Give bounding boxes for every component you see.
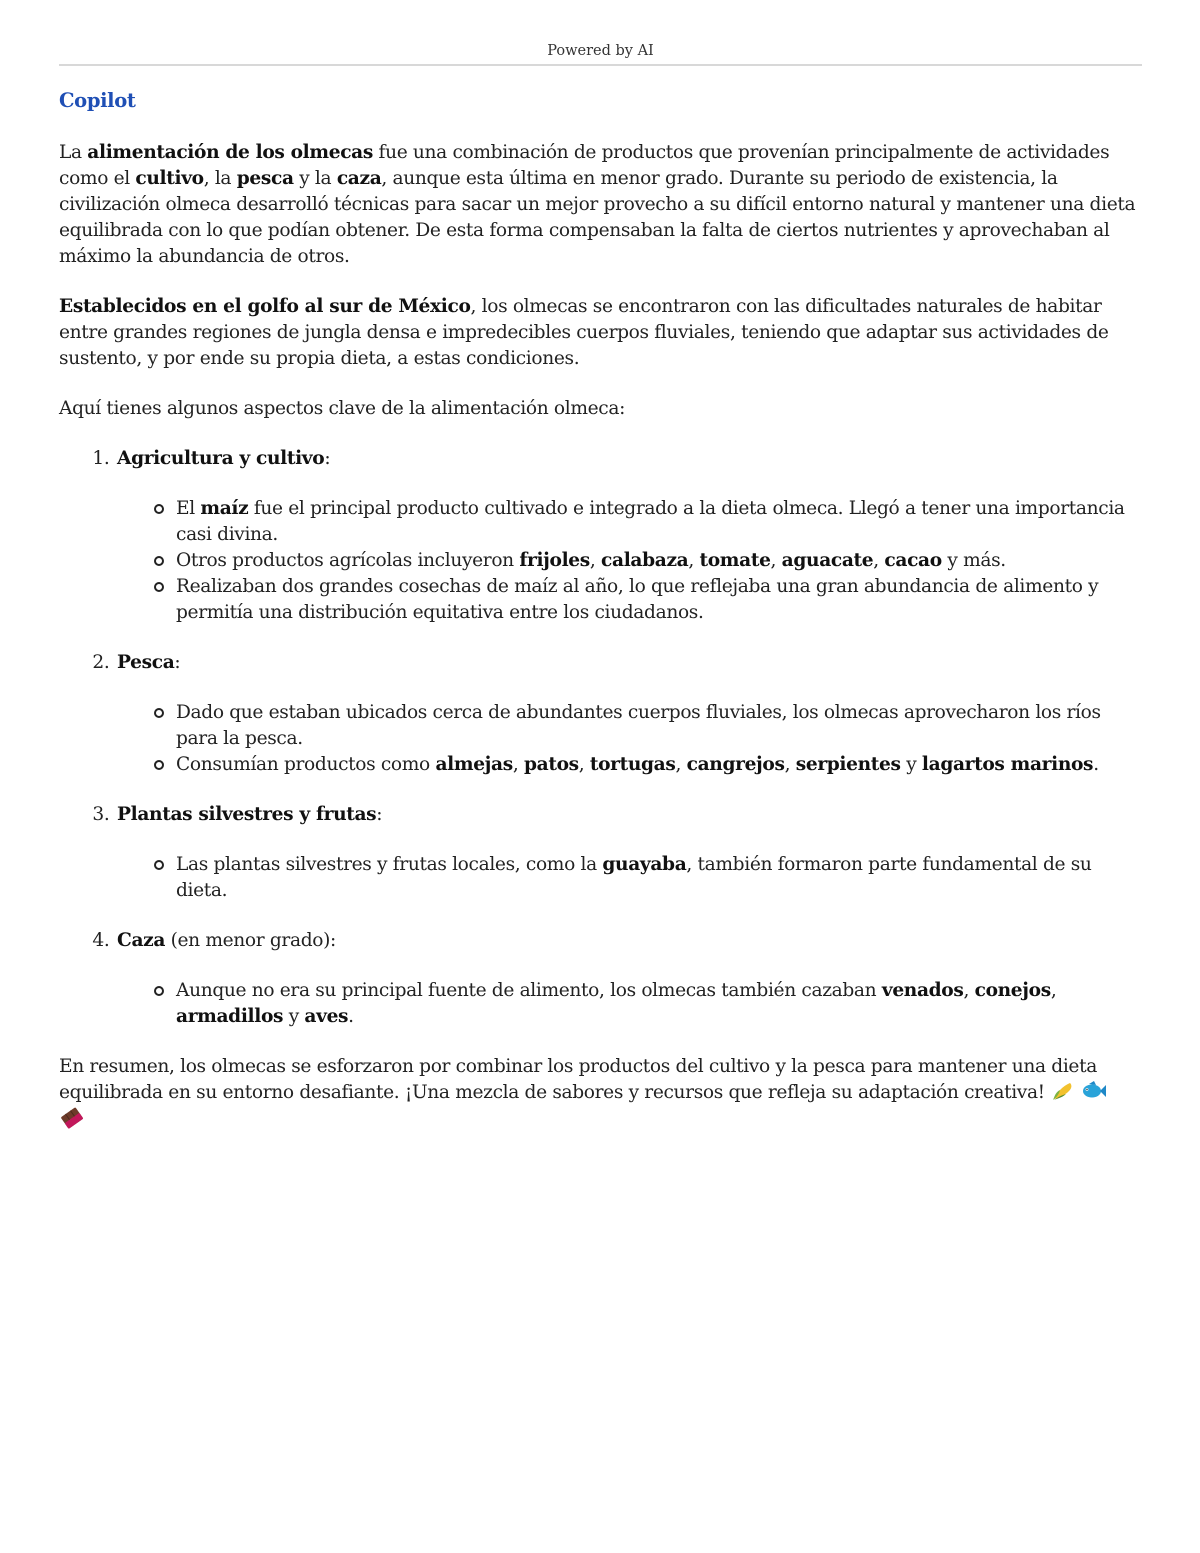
corn-emoji-icon [1051,1080,1075,1102]
bullet-icon [154,582,164,592]
page-header [59,40,1142,66]
page-title: Copilot [59,89,136,112]
bullet-icon [154,708,164,718]
list-item: Otros productos agrícolas incluyeron frijoles, calabaza, tomate, aguacate, cacao y más. [119,548,1139,574]
list-item: El maíz fue el principal producto cultivado e integrado a la dieta olmeca. Llegó a tener una importancia casi divina. [119,496,1139,548]
list-item: Consumían productos como almejas, patos, tortugas, cangrejos, serpientes y lagartos marinos. [119,752,1139,778]
location-paragraph: Establecidos en el golfo al sur de México, los olmecas se encontraron con las dificultades naturales de habitar entre grandes regiones de jungla densa e impredecibles cuerpos fluviales, teniendo que adaptar sus actividades de sustento, y por ende su propia dieta, a estas condiciones. [59,296,1109,369]
list-item-caza: 4. Caza (en menor grado): Aunque no era su principal fuente de alimento, los olmecas también cazaban venados, conejos, armadillos y aves. [115,928,1139,1030]
plantas-sublist [117,852,1139,904]
caza-sublist [117,978,1139,1030]
bullet-icon [154,860,164,870]
intro-paragraph: La alimentación de los olmecas fue una combinación de productos que provenían principalmente de actividades como el cultivo, la pesca y la caza, aunque esta última en menor grado. Durante su periodo de existencia, la civilización olmeca desarrolló técnicas para sacar un mejor provecho a su difícil entorno natural y mantener una dieta equilibrada con lo que podían obtener. De esta forma compensaban la falta de ciertos nutrientes y aprovechaban al máximo la abundancia de otros. [59,142,1136,267]
list-item: Las plantas silvestres y frutas locales, como la guayaba, también formaron parte fundamental de su dieta. [119,852,1139,904]
bullet-icon [154,986,164,996]
summary-paragraph: En resumen, los olmecas se esforzaron por combinar los productos del cultivo y la pesca para mantener una dieta equilibrada en su entorno desafiante. ¡Una mezcla de sabores y recursos que refleja su adaptación creativa! [59,1054,1139,1133]
list-item-plantas: 3. Plantas silvestres y frutas: Las plantas silvestres y frutas locales, como la guayaba, también formaron parte fundamental de su dieta. [115,802,1139,904]
aspects-list [59,446,1139,1030]
list-item-pesca: 2. Pesca: Dado que estaban ubicados cerca de abundantes cuerpos fluviales, los olmecas aprovecharon los ríos para la pesca. Consumían productos como almejas, patos, tortugas, cangrejos, serpientes y lagartos marinos. [115,650,1139,778]
list-item: Aunque no era su principal fuente de alimento, los olmecas también cazaban venados, conejos, armadillos y aves. [119,978,1139,1030]
powered-by-label: Powered by AI [547,43,654,59]
document-body [59,86,1139,1157]
chocolate-emoji-icon [59,1106,85,1130]
list-item-agricultura: 1. Agricultura y cultivo: El maíz fue el principal producto cultivado e integrado a la dieta olmeca. Llegó a tener una importancia casi divina. Otros productos agrícolas incluyeron frijoles, calabaza, tomate, aguacate, cacao y más. Realizaban dos grandes cosechas de maíz al año, lo que reflejaba una gran abundancia de alimento y permitía una distribución equitativa entre los ciudadanos. [115,446,1139,626]
bullet-icon [154,556,164,566]
bullet-icon [154,760,164,770]
list-item: Dado que estaban ubicados cerca de abundantes cuerpos fluviales, los olmecas aprovecharon los ríos para la pesca. [119,700,1139,752]
list-item: Realizaban dos grandes cosechas de maíz al año, lo que reflejaba una gran abundancia de alimento y permitía una distribución equitativa entre los ciudadanos. [119,574,1139,626]
bullet-icon [154,504,164,514]
pesca-sublist [117,700,1139,778]
fish-emoji-icon [1081,1080,1105,1102]
aspects-intro: Aquí tienes algunos aspectos clave de la alimentación olmeca: [59,398,626,419]
agricultura-sublist [117,496,1139,626]
